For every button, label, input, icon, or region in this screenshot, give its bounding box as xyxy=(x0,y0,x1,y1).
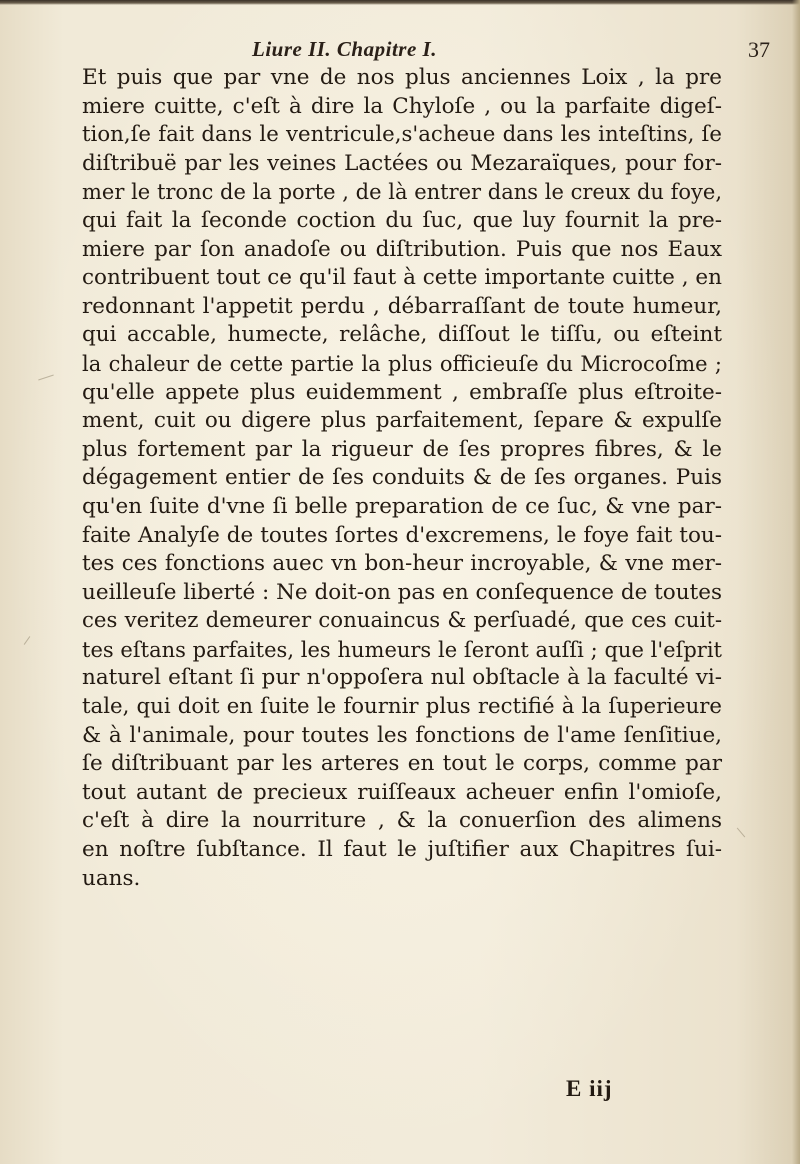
text-line: dégagement entier de ſes conduits & de ſes organes. Puis xyxy=(82,465,722,491)
text-line: mer le tronc de la porte , de là entrer dans le creux du foye, xyxy=(82,180,722,205)
text-line: tout autant de precieux ruiſſeaux acheuer enfin l'omioſe, xyxy=(82,779,722,805)
text-line: naturel eſtant ſi pur n'oppoſera nul obſtacle à la faculté vi- xyxy=(82,665,722,691)
text-line: miere par ſon anadoſe ou diſtribution. Puis que nos Eaux xyxy=(82,236,722,262)
margin-tick-mark xyxy=(24,636,31,645)
text-line: tes ces fonctions auec vn bon-heur incroyable, & vne mer- xyxy=(82,551,722,577)
text-line: tion,ſe fait dans le ventricule,s'acheue dans les inteſtins, ſe xyxy=(82,122,722,148)
text-line: ueilleuſe liberté : Ne doit-on pas en conſequence de toutes xyxy=(82,579,722,605)
text-line: en noſtre ſubſtance. Il faut le juſtifier aux Chapitres ſui- xyxy=(82,837,722,863)
text-line: tes eſtans parfaites, les humeurs le ſeront auſſi ; que l'eſprit xyxy=(82,637,722,662)
text-line: qu'elle appete plus euidemment , embraſſe plus eſtroite- xyxy=(82,379,722,405)
text-line: & à l'animale, pour toutes les fonctions de l'ame ſenſitiue, xyxy=(82,722,722,748)
page-top-edge-shadow xyxy=(0,0,800,5)
text-line: qui fait la ſeconde coction du ſuc, que luy fournit la pre- xyxy=(82,207,722,233)
printer-signature-mark: E iij xyxy=(566,1076,613,1101)
margin-tick-mark xyxy=(38,375,54,381)
text-line: c'eſt à dire la nourriture , & la conuerſion des alimens xyxy=(82,808,722,834)
running-head: Liure II. Chapitre I. xyxy=(252,37,437,61)
text-line: la chaleur de cette partie la plus officieuſe du Microcoſme ; xyxy=(82,351,722,376)
text-line: miere cuitte, c'eſt à dire la Chyloſe , ou la parfaite digeſ- xyxy=(82,93,722,119)
text-line: Et puis que par vne de nos plus anciennes Loix , la pre xyxy=(82,65,722,90)
text-line: qui accable, humecte, relâche, diſſout le tiſſu, ou eſteint xyxy=(82,322,722,348)
page-number: 37 xyxy=(748,37,770,62)
page-right-edge-shadow xyxy=(792,0,800,1164)
text-line: qu'en ſuite d'vne ſi belle preparation de ce ſuc, & vne par- xyxy=(82,493,722,519)
text-line: ſe diſtribuant par les arteres en tout le corps, comme par xyxy=(82,751,722,777)
text-line: faite Analyſe de toutes ſortes d'excremens, le foye fait tou- xyxy=(82,522,722,548)
text-line: diſtribuë par les veines Lactées ou Mezaraïques, pour for- xyxy=(82,150,722,176)
margin-tick-mark xyxy=(737,828,745,838)
body-text xyxy=(82,64,722,893)
text-line: ces veritez demeurer conuaincus & perſuadé, que ces cuit- xyxy=(82,608,722,634)
text-line: redonnant l'appetit perdu , débarraſſant de toute humeur, xyxy=(82,293,722,319)
text-line: plus fortement par la rigueur de ſes propres fibres, & le xyxy=(82,436,722,462)
text-line: contribuent tout ce qu'il faut à cette importante cuitte , en xyxy=(82,265,722,291)
text-line: ment, cuit ou digere plus parfaitement, ſepare & expulſe xyxy=(82,408,722,434)
text-line: tale, qui doit en ſuite le fournir plus rectifié à la ſuperieure xyxy=(82,694,722,720)
text-line: uans. xyxy=(82,865,141,891)
